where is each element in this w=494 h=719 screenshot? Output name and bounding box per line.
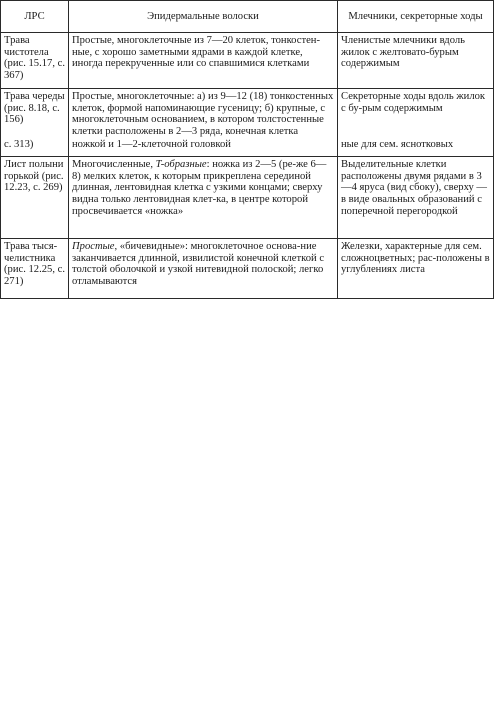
material-text: Трава череды (рис. 8.18, с. 156): [4, 91, 65, 126]
table-header-row: [1, 1, 494, 33]
table-row: [1, 239, 494, 299]
table-row: [1, 157, 494, 239]
cell-ducts: [338, 33, 494, 89]
table-row: [1, 89, 494, 157]
ducts-text: Секреторные ходы вдоль жилок с бу-рым содержимым: [341, 91, 486, 114]
cell-material: [1, 157, 69, 239]
cell-material: [1, 239, 69, 299]
ducts-overflow-text: ные для сем. яснотковых: [341, 139, 454, 150]
cell-hairs: [69, 33, 338, 89]
cell-ducts: [338, 239, 494, 299]
material-text: Лист полыни горькой (рис. 12.23, с. 269): [4, 159, 64, 194]
hairs-italic-text: Простые: [72, 241, 115, 252]
ducts-text: Железки, характерные для сем. сложноцветных; рас-положены в углублениях листа: [341, 241, 490, 276]
ducts-text: Членистые млечники вдоль жилок с желтовато-бурым содержимым: [341, 35, 465, 70]
hairs-text: Простые, многоклеточные: а) из 9—12 (18) тонкостенных клеток, формой напоминающие гусеницу; б) крупные, с многоклеточным основанием, в котором толстостенные клетки расположены в 2—3 ряда, конечная клетка: [72, 91, 334, 138]
cell-ducts: [338, 157, 494, 239]
cell-hairs: [69, 157, 338, 239]
header-ducts: Млечники, секреторные ходы: [338, 1, 494, 33]
material-overflow-text: с. 313): [4, 139, 34, 150]
hairs-overflow-text: ножкой и 1—2-клеточной головкой: [72, 139, 231, 150]
hairs-prefix-text: Многочисленные,: [72, 159, 156, 170]
cell-hairs: [69, 239, 338, 299]
header-material: ЛРС: [1, 1, 69, 33]
cell-material: [1, 33, 69, 89]
material-text: Трава тыся-челистника (рис. 12.25, с. 271): [4, 241, 65, 288]
cell-material: [1, 89, 69, 157]
cell-hairs: [69, 89, 338, 157]
material-text: Трава чистотела (рис. 15.17, с. 367): [4, 35, 65, 82]
cell-ducts: [338, 89, 494, 157]
header-hairs: Эпидермальные волоски: [69, 1, 338, 33]
drug-microscopy-table: [0, 0, 494, 299]
ducts-text: Выделительные клетки расположены двумя рядами в 3—4 яруса (вид сбоку), сверху — в виде овальных образований с поперечной перегородкой: [341, 159, 487, 217]
hairs-suffix-text: : ножка из 2—5 (ре-же 6—8) мелких клеток, к которым прикреплена серединой длинная, лентовидная клетка с узкими концами; сверху видна только лентовидная клет-ка, в центре которой просвечивается «ножка»: [72, 159, 327, 217]
hairs-suffix-text: , «бичевидные»: многоклеточное основа-ние заканчивается длинной, извилистой конечной клеткой с толстой оболочкой и узкой нитевидной полоской; легко отламываются: [72, 241, 325, 288]
table-row: [1, 33, 494, 89]
hairs-text: Простые, многоклеточные из 7—20 клеток, тонкостен-ные, с хорошо заметными ядрами в каждой клетке, иногда перекрученные или со спавшимися клетками: [72, 35, 320, 70]
hairs-italic-text: T-образные: [155, 159, 207, 170]
